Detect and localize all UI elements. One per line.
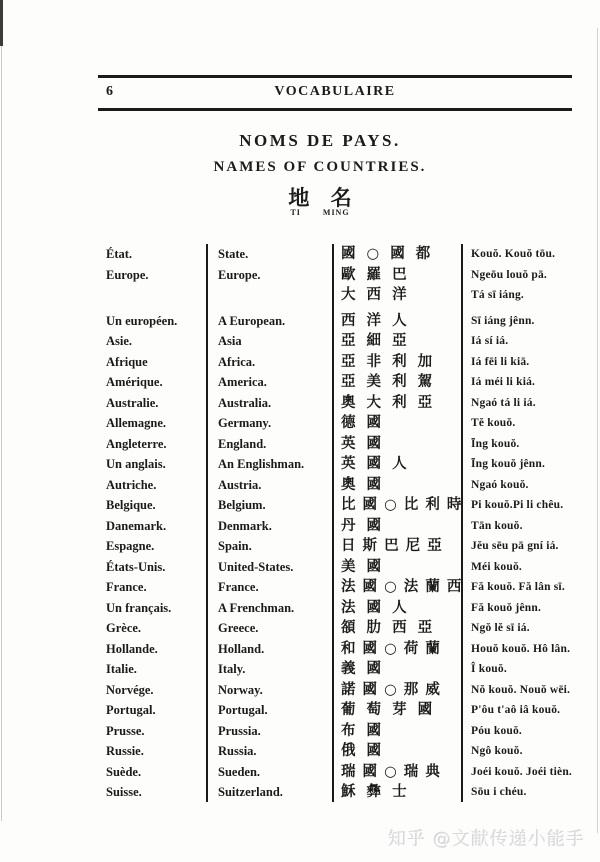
chinese-term: 大 西 洋 — [341, 287, 407, 303]
chinese-term: 國 ○ 國 都 — [341, 246, 431, 262]
romanization-term: Ngŏ lĕ sī iá. — [471, 622, 530, 634]
table-row — [106, 331, 600, 352]
header-rule-top — [98, 75, 572, 78]
french-term: Portugal. — [106, 703, 156, 717]
chinese-term: 法 國 ○ 法 蘭 西 — [341, 579, 462, 595]
romanization-term: Tĕ kouŏ. — [471, 417, 516, 429]
english-term: Austria. — [218, 477, 262, 492]
english-term: Germany. — [218, 416, 272, 430]
table-row — [106, 536, 600, 557]
chinese-term: 葡 萄 芽 國 — [341, 702, 433, 718]
english-term: An Englishman. — [218, 457, 305, 471]
english-term: State. — [218, 247, 249, 261]
romanization-term: Sī iáng jênn. — [471, 314, 535, 327]
romanization-term: Īng kouŏ jênn. — [471, 458, 546, 470]
french-term: État. — [106, 247, 133, 261]
zhihu-watermark: 知乎 @文献传递小能手 — [388, 829, 585, 850]
table-row — [106, 659, 600, 680]
romanization-term: Méi kouŏ. — [471, 560, 522, 573]
french-term: Amérique. — [106, 375, 163, 389]
english-term: Africa. — [218, 354, 256, 369]
french-term: Un anglais. — [106, 457, 166, 471]
english-term: Suitzerland. — [218, 785, 283, 799]
french-term: Un européen. — [106, 313, 178, 328]
table-row — [106, 741, 600, 762]
english-term: Spain. — [218, 539, 252, 553]
vocab-table-rows — [0, 244, 600, 803]
page-number: 6 — [106, 84, 113, 99]
table-row — [106, 557, 600, 578]
english-term: Sueden. — [218, 764, 261, 779]
chinese-term: 和 國 ○ 荷 蘭 — [341, 640, 440, 657]
table-row — [106, 265, 600, 286]
english-term: Russia. — [218, 744, 257, 758]
table-row — [106, 352, 600, 373]
english-term: Europe. — [218, 267, 261, 282]
chinese-term: 英 國 人 — [341, 456, 407, 472]
english-term: France. — [218, 580, 259, 594]
running-title: VOCABULAIRE — [274, 84, 396, 99]
table-row — [106, 762, 600, 783]
french-term: Asie. — [106, 334, 133, 348]
table-row — [106, 639, 600, 660]
romanization-term: Ngaó tá li iá. — [471, 396, 536, 409]
chinese-term: 奧 國 — [341, 476, 382, 493]
table-row — [106, 618, 600, 639]
english-term: Italy. — [218, 662, 246, 676]
chinese-term: 瑞 國 ○ 瑞 典 — [341, 763, 440, 780]
table-row — [106, 454, 600, 475]
english-term: Norway. — [218, 682, 263, 697]
english-term: Belgium. — [218, 498, 266, 512]
chinese-term: 奧 大 利 亞 — [341, 394, 433, 411]
english-term: Denmark. — [218, 518, 272, 533]
chinese-term: 俄 國 — [341, 743, 382, 759]
chinese-term: 丹 國 — [341, 517, 382, 534]
romanization-term: Tá sī iáng. — [471, 289, 525, 301]
french-term: Russie. — [106, 744, 144, 758]
scan-edge-artifact-left-dark — [0, 0, 3, 46]
table-row — [106, 577, 600, 598]
section-title-chinese-romanization — [20, 208, 600, 217]
french-term: Danemark. — [106, 518, 167, 533]
french-term: Hollande. — [106, 641, 158, 656]
romanization-term: Jĕu sēu pā gní iá. — [471, 540, 559, 552]
romanization-term: Sōu i chéu. — [471, 786, 527, 798]
table-row — [106, 372, 600, 393]
romanization-term: Fă kouŏ jênn. — [471, 601, 542, 614]
chinese-term: 諾 國 ○ 那 威 — [341, 681, 440, 698]
romanization-term: Tān kouŏ. — [471, 519, 523, 532]
romanization-term: Ngeōu louŏ pā. — [471, 268, 547, 281]
chinese-term: 頟 肋 西 亞 — [341, 620, 433, 636]
french-term: Europe. — [106, 267, 149, 282]
french-term: Belgique. — [106, 498, 156, 512]
french-term: Autriche. — [106, 477, 157, 492]
chinese-term: 美 國 — [341, 558, 382, 575]
chinese-term: 義 國 — [341, 661, 382, 677]
chinese-term: 亞 非 利 加 — [341, 353, 433, 370]
table-row — [106, 475, 600, 496]
table-row — [106, 700, 600, 721]
romanization-term: Kouŏ. Kouŏ tōu. — [471, 248, 556, 260]
english-term: England. — [218, 436, 267, 451]
romanization-term: Î kouŏ. — [471, 663, 507, 675]
english-term: Australia. — [218, 395, 272, 410]
french-term: Afrique — [106, 354, 148, 369]
english-term: Prussia. — [218, 723, 261, 738]
english-term: America. — [218, 375, 267, 389]
romanization-term: Ngaó kouŏ. — [471, 478, 529, 491]
french-term: Italie. — [106, 662, 137, 676]
english-term: A Frenchman. — [218, 600, 295, 615]
table-row — [106, 413, 600, 434]
table-row — [106, 393, 600, 414]
section-title-french: NOMS DE PAYS. — [239, 131, 401, 150]
english-term: Asia — [218, 334, 242, 348]
table-row — [106, 285, 600, 306]
french-term: Allemagne. — [106, 416, 167, 430]
romanization-term: Iá fēi li kiā. — [471, 355, 530, 368]
french-term: Prusse. — [106, 723, 145, 738]
chinese-term: 比 國 ○ 比 利 時 — [341, 497, 462, 513]
romanization-term: Ngô kouŏ. — [471, 745, 523, 757]
french-term: États-Unis. — [106, 559, 166, 574]
french-term: France. — [106, 580, 147, 594]
french-term: Grèce. — [106, 621, 142, 635]
romanization-ti: TI — [290, 208, 301, 217]
romanization-term: Iá méi li kiá. — [471, 376, 536, 388]
chinese-term: 穌 彝 士 — [341, 784, 407, 800]
section-title-chinese: 地 名 — [288, 186, 352, 210]
english-term: Holland. — [218, 641, 265, 656]
romanization-term: Pi kouŏ.Pi li chêu. — [471, 499, 564, 511]
chinese-term: 英 國 — [341, 435, 382, 452]
table-row — [106, 516, 600, 537]
header-rule-bottom — [98, 108, 572, 111]
romanization-term: Houŏ kouŏ. Hô lân. — [471, 642, 571, 655]
french-term: Angleterre. — [106, 436, 167, 451]
romanization-term: Nŏ kouŏ. Nouŏ wēi. — [471, 683, 571, 696]
french-term: Suisse. — [106, 785, 142, 799]
chinese-term: 亞 美 利 駕 — [341, 374, 433, 390]
english-term: Greece. — [218, 621, 259, 635]
table-row — [106, 721, 600, 742]
table-row — [106, 680, 600, 701]
chinese-term: 亞 細 亞 — [341, 333, 407, 349]
english-term: A European. — [218, 313, 286, 328]
french-term: Suède. — [106, 764, 142, 779]
romanization-ming: MING — [322, 208, 350, 217]
romanization-term: P'ôu t'aô iâ kouŏ. — [471, 704, 561, 716]
section-title-english: NAMES OF COUNTRIES. — [213, 159, 427, 175]
romanization-term: Joéi kouŏ. Joéi tièn. — [471, 765, 572, 778]
table-row — [106, 244, 600, 265]
romanization-term: Fă kouŏ. Fă lân sī. — [471, 581, 565, 593]
chinese-term: 布 國 — [341, 722, 382, 739]
chinese-term: 德 國 — [341, 415, 382, 431]
table-row — [106, 782, 600, 803]
english-term: United-States. — [218, 559, 294, 574]
chinese-term: 西 洋 人 — [341, 312, 407, 329]
french-term: Norvége. — [106, 682, 154, 697]
french-term: Espagne. — [106, 539, 155, 553]
romanization-term: Iá sí iá. — [471, 335, 509, 347]
romanization-term: Īng kouŏ. — [471, 437, 520, 450]
chinese-term: 日 斯 巴 尼 亞 — [341, 538, 442, 554]
table-row — [106, 434, 600, 455]
english-term: Portugal. — [218, 703, 268, 717]
table-row — [106, 495, 600, 516]
french-term: Australie. — [106, 395, 159, 410]
chinese-term: 歐 羅 巴 — [341, 266, 407, 283]
french-term: Un français. — [106, 600, 172, 615]
chinese-term: 法 國 人 — [341, 599, 407, 616]
romanization-term: Póu kouŏ. — [471, 724, 523, 737]
table-row — [106, 311, 600, 332]
table-row — [106, 598, 600, 619]
